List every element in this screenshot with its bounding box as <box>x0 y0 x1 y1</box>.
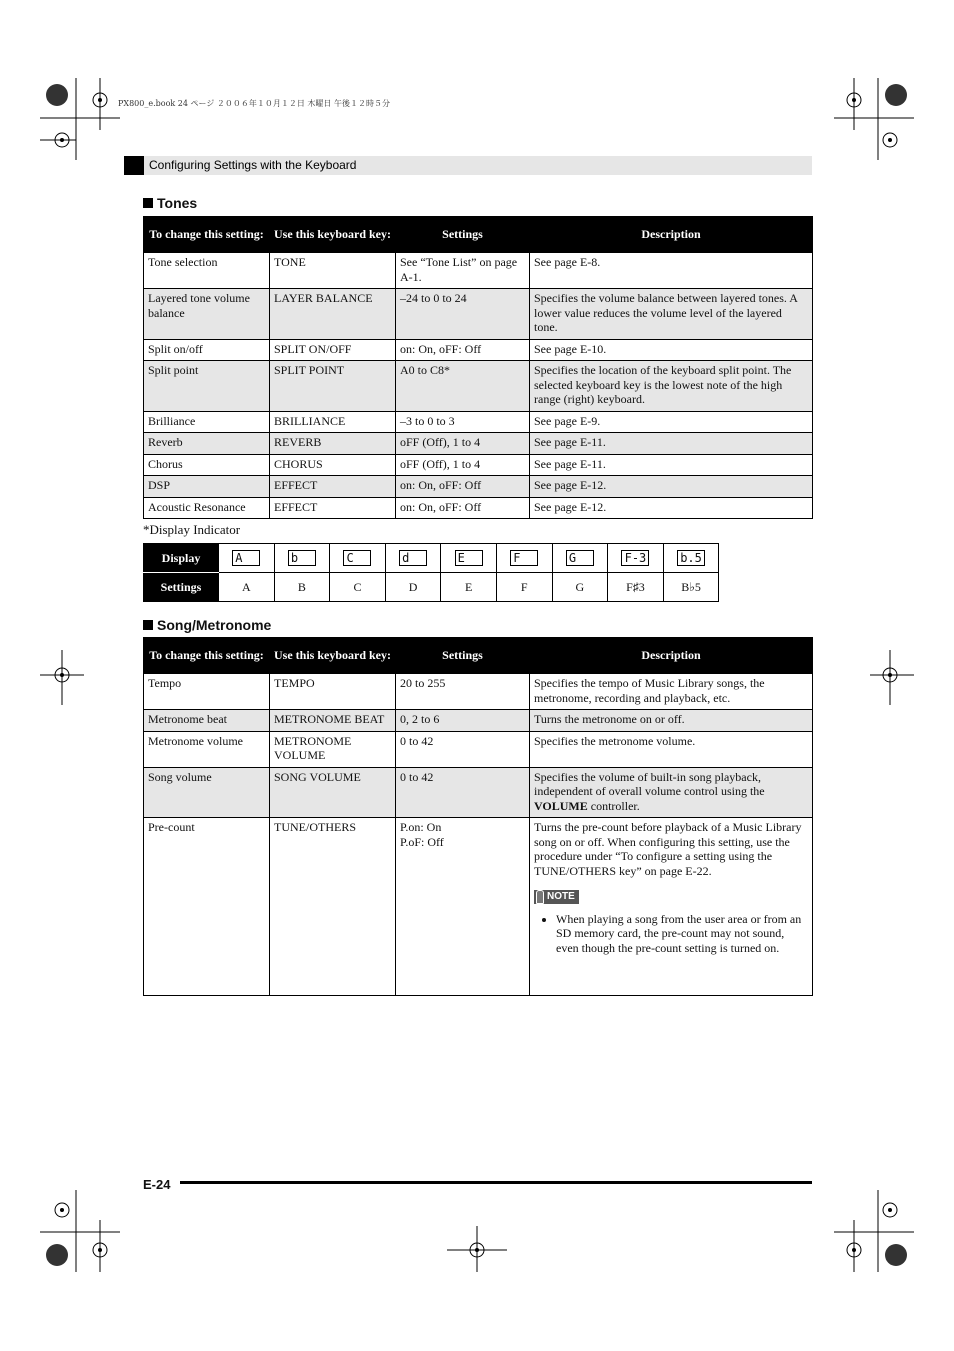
key-cell: METRONOME BEAT <box>270 710 396 732</box>
setting-cell: Split on/off <box>144 339 270 361</box>
setting-value-cell: B♭5 <box>663 573 719 602</box>
display-cell <box>608 544 664 573</box>
table-row <box>144 411 813 433</box>
display-indicator-table <box>143 543 719 602</box>
setting-cell: DSP <box>144 476 270 498</box>
description-cell: See page E-10. <box>530 339 813 361</box>
col-header-description: Description <box>530 638 813 674</box>
settings-cell: 0, 2 to 6 <box>396 710 530 732</box>
table-row <box>144 476 813 498</box>
settings-cell: oFF (Off), 1 to 4 <box>396 433 530 455</box>
header-title: Configuring Settings with the Keyboard <box>149 158 357 172</box>
display-cell <box>385 544 441 573</box>
setting-cell: Split point <box>144 361 270 412</box>
settings-cell: 20 to 255 <box>396 674 530 710</box>
settings-cell: 0 to 42 <box>396 767 530 818</box>
table-row <box>144 361 813 412</box>
setting-value-cell: F♯3 <box>608 573 664 602</box>
display-cell <box>552 544 608 573</box>
description-cell: Specifies the location of the keyboard split point. The selected keyboard key is the lowest note of the high range (right) keyboard. <box>530 361 813 412</box>
table-row <box>144 289 813 340</box>
col-header-settings: Settings <box>396 638 530 674</box>
description-cell: See page E-11. <box>530 454 813 476</box>
display-cell <box>441 544 497 573</box>
setting-cell: Acoustic Resonance <box>144 497 270 519</box>
display-cell <box>330 544 386 573</box>
description-cell: See page E-12. <box>530 497 813 519</box>
setting-cell: Reverb <box>144 433 270 455</box>
key-cell: TONE <box>270 253 396 289</box>
col-header-key: Use this keyboard key: <box>270 217 396 253</box>
col-header-key: Use this keyboard key: <box>270 638 396 674</box>
key-cell: LAYER BALANCE <box>270 289 396 340</box>
settings-cell: 0 to 42 <box>396 731 530 767</box>
setting-value-cell: G <box>552 573 608 602</box>
display-cell <box>663 544 719 573</box>
print-info: PX800_e.book 24 ページ ２００６年１０月１２日 木曜日 午後１２時５分 <box>118 99 390 108</box>
square-bullet-icon <box>143 198 153 208</box>
song-title-text: Song/Metronome <box>157 617 272 633</box>
key-cell: EFFECT <box>270 476 396 498</box>
note-label: NOTE <box>547 890 575 902</box>
pencil-icon <box>536 890 544 904</box>
table-row <box>144 433 813 455</box>
settings-cell: A0 to C8* <box>396 361 530 412</box>
setting-cell: Metronome beat <box>144 710 270 732</box>
lcd-glyph: E <box>455 550 483 566</box>
description-text: Specifies the volume of built-in song playback, independent of overall volume control using the <box>534 769 765 798</box>
setting-value-cell: B <box>274 573 330 602</box>
setting-cell: Tone selection <box>144 253 270 289</box>
col-header-settings: Settings <box>396 217 530 253</box>
description-cell <box>530 767 813 818</box>
settings-line: P.on: On <box>400 820 442 834</box>
table-row <box>144 454 813 476</box>
key-cell: SPLIT ON/OFF <box>270 339 396 361</box>
lcd-glyph: C <box>343 550 371 566</box>
key-cell: SONG VOLUME <box>270 767 396 818</box>
lcd-glyph: F-3 <box>621 550 649 566</box>
display-cell <box>274 544 330 573</box>
square-bullet-icon <box>143 620 153 630</box>
lcd-glyph: d <box>399 550 427 566</box>
song-title <box>143 617 271 633</box>
setting-value-cell: D <box>385 573 441 602</box>
table-row <box>144 339 813 361</box>
tones-table <box>143 216 813 519</box>
settings-cell: on: On, oFF: Off <box>396 339 530 361</box>
description-cell: See page E-9. <box>530 411 813 433</box>
page-number: E-24 <box>143 1177 171 1192</box>
description-cell: Specifies the tempo of Music Library songs, the metronome, recording and playback, etc. <box>530 674 813 710</box>
description-cell: Specifies the volume balance between layered tones. A lower value reduces the volume level of the layered tone. <box>530 289 813 340</box>
setting-value-cell: E <box>441 573 497 602</box>
settings-cell: See “Tone List” on page A-1. <box>396 253 530 289</box>
settings-cell: on: On, oFF: Off <box>396 476 530 498</box>
note-badge <box>534 890 579 904</box>
col-header-description: Description <box>530 217 813 253</box>
lcd-glyph: A <box>232 550 260 566</box>
table-row <box>144 253 813 289</box>
settings-cell: –3 to 0 to 3 <box>396 411 530 433</box>
tones-title <box>143 195 197 211</box>
col-header-setting: To change this setting: <box>144 217 270 253</box>
description-cell: Specifies the metronome volume. <box>530 731 813 767</box>
setting-value-cell: C <box>330 573 386 602</box>
display-row-label: Display <box>144 544 219 573</box>
settings-cell <box>396 818 530 996</box>
key-cell: EFFECT <box>270 497 396 519</box>
lcd-glyph: b <box>288 550 316 566</box>
setting-cell: Layered tone volume balance <box>144 289 270 340</box>
note-item: • When playing a song from the user area or from an SD memory card, the pre-count may not sound, even though the pre-count setting is turned on. <box>556 912 808 956</box>
description-cell: See page E-12. <box>530 476 813 498</box>
song-table <box>143 637 813 996</box>
description-cell <box>530 818 813 996</box>
description-cell: Turns the metronome on or off. <box>530 710 813 732</box>
note-list <box>534 912 808 956</box>
footer-rule <box>180 1181 812 1184</box>
lcd-glyph: G <box>566 550 594 566</box>
settings-cell: –24 to 0 to 24 <box>396 289 530 340</box>
display-cell <box>496 544 552 573</box>
setting-cell: Pre-count <box>144 818 270 996</box>
key-cell: CHORUS <box>270 454 396 476</box>
settings-cell: oFF (Off), 1 to 4 <box>396 454 530 476</box>
settings-cell: on: On, oFF: Off <box>396 497 530 519</box>
volume-control-name: VOLUME <box>534 798 588 813</box>
setting-cell: Song volume <box>144 767 270 818</box>
key-cell: REVERB <box>270 433 396 455</box>
col-header-setting: To change this setting: <box>144 638 270 674</box>
description-text: controller. <box>587 798 640 813</box>
setting-cell: Tempo <box>144 674 270 710</box>
setting-cell: Brilliance <box>144 411 270 433</box>
setting-value-cell: A <box>219 573 275 602</box>
tones-title-text: Tones <box>157 195 198 211</box>
header-block <box>124 156 144 175</box>
lcd-glyph: b.5 <box>677 550 705 566</box>
setting-cell: Metronome volume <box>144 731 270 767</box>
table-row <box>144 497 813 519</box>
description-text: Turns the pre-count before playback of a Music Library song on or off. When configuring this setting, use the procedure under “To configure a setting using the TUNE/OTHERS key” on page E-22. <box>534 820 802 878</box>
settings-row-label: Settings <box>144 573 219 602</box>
key-cell: METRONOME VOLUME <box>270 731 396 767</box>
key-cell: BRILLIANCE <box>270 411 396 433</box>
settings-line: P.oF: Off <box>400 834 444 849</box>
setting-value-cell: F <box>496 573 552 602</box>
lcd-glyph: F <box>510 550 538 566</box>
key-cell: TEMPO <box>270 674 396 710</box>
key-cell: TUNE/OTHERS <box>270 818 396 996</box>
description-cell: See page E-8. <box>530 253 813 289</box>
running-header <box>124 156 812 175</box>
key-cell: SPLIT POINT <box>270 361 396 412</box>
display-indicator-label: *Display Indicator <box>143 522 241 537</box>
setting-cell: Chorus <box>144 454 270 476</box>
description-cell: See page E-11. <box>530 433 813 455</box>
display-cell <box>219 544 275 573</box>
